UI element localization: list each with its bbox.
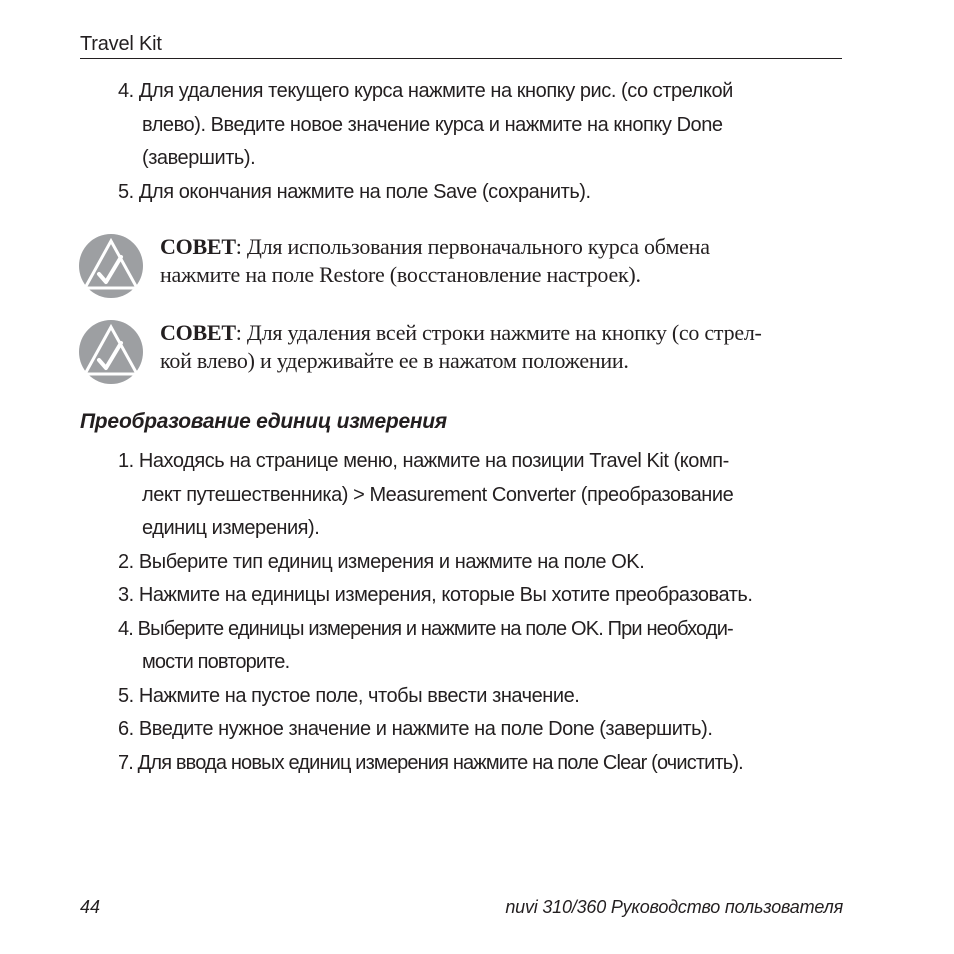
list-item bbox=[118, 747, 752, 781]
steps-top-list bbox=[118, 75, 733, 209]
steps-section-list bbox=[118, 445, 752, 780]
list-item-line: 3. Нажмите на единицы измерения, которые Вы хотите преобразовать. bbox=[118, 584, 753, 606]
tip-body: : Для использования первоначального курса обмена bbox=[235, 234, 710, 259]
header-divider bbox=[80, 58, 842, 59]
list-item bbox=[118, 546, 752, 580]
tip-body: кой влево) и удерживайте ее в нажатом положении. bbox=[160, 348, 629, 373]
page-number: 44 bbox=[80, 897, 101, 917]
list-item-line: мости повторите. bbox=[142, 651, 290, 673]
list-item bbox=[118, 613, 752, 680]
list-item-line: 4. Выберите единицы измерения и нажмите на поле OK. При необходи- bbox=[118, 617, 733, 640]
running-header: Travel Kit bbox=[80, 33, 162, 55]
list-item-line: 1. Находясь на странице меню, нажмите на позиции Travel Kit (комп- bbox=[118, 450, 729, 472]
list-item bbox=[118, 680, 752, 714]
tip-label: СОВЕТ bbox=[160, 320, 236, 345]
manual-title: nuvi 310/360 Руководство пользователя bbox=[505, 897, 843, 917]
list-item bbox=[118, 579, 752, 613]
tip-body: нажмите на поле Restore (восстановление настроек). bbox=[160, 262, 641, 287]
list-item-line: влево). Введите новое значение курса и нажмите на кнопку Done bbox=[142, 113, 723, 136]
list-item-line: единиц измерения). bbox=[142, 517, 320, 539]
tip-label: СОВЕТ bbox=[160, 234, 236, 259]
tip-box bbox=[78, 319, 842, 391]
tip-text bbox=[160, 233, 710, 289]
checkmark-icon bbox=[78, 319, 144, 385]
list-item-line: 2. Выберите тип единиц измерения и нажмите на поле OK. bbox=[118, 550, 645, 573]
list-item-line: (завершить). bbox=[142, 147, 256, 169]
list-item-line: лект путешественника) > Measurement Converter (преобразование bbox=[142, 483, 734, 506]
tip-text bbox=[160, 319, 762, 375]
checkmark-icon bbox=[78, 233, 144, 299]
tip-body: : Для удаления всей строки нажмите на кнопку (со стрел- bbox=[235, 320, 762, 345]
list-item bbox=[118, 75, 733, 176]
list-item bbox=[118, 445, 752, 546]
list-item bbox=[118, 176, 733, 210]
list-item-line: 5. Для окончания нажмите на поле Save (сохранить). bbox=[118, 180, 591, 203]
list-item-line: 6. Введите нужное значение и нажмите на поле Done (завершить). bbox=[118, 718, 713, 740]
section-heading: Преобразование единиц измерения bbox=[80, 410, 447, 433]
list-item bbox=[118, 713, 752, 747]
list-item-line: 5. Нажмите на пустое поле, чтобы ввести значение. bbox=[118, 684, 580, 707]
tip-box bbox=[78, 233, 842, 305]
list-item-line: 7. Для ввода новых единиц измерения нажмите на поле Clear (очистить). bbox=[118, 751, 743, 774]
list-item-line: 4. Для удаления текущего курса нажмите на кнопку рис. (со стрелкой bbox=[118, 80, 733, 102]
